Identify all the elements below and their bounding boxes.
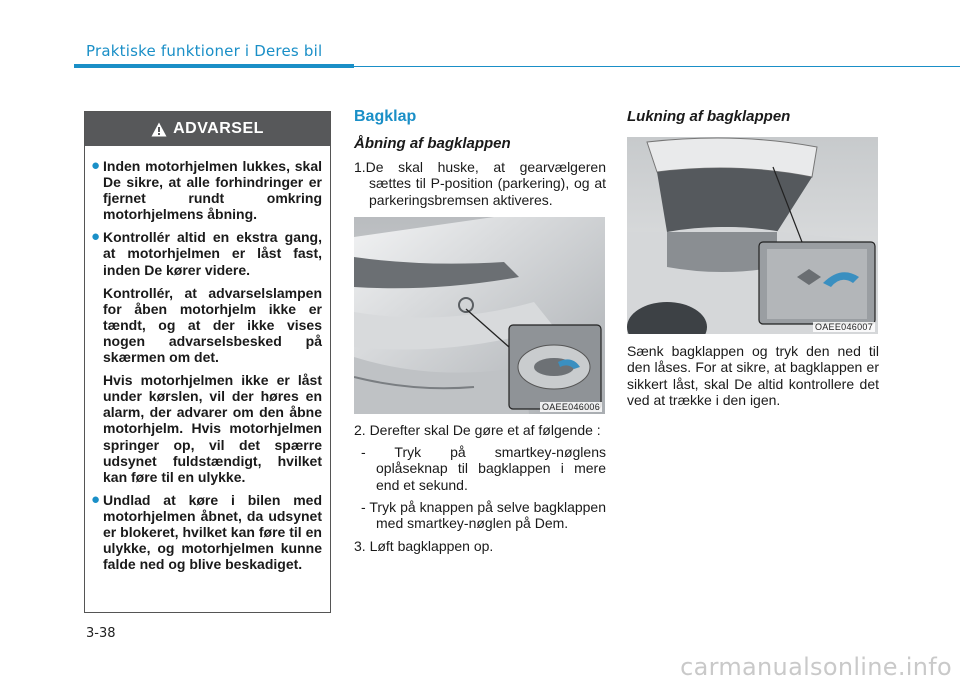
page-number: 3-38 <box>86 626 116 641</box>
warning-item <box>91 228 322 278</box>
opening-title: Åbning af bagklappen <box>354 135 511 152</box>
step-2: 2. Derefter skal De gøre et af følgende : <box>354 421 601 438</box>
step-1: 1.De skal huske, at gearvælgeren sættes til P-position (parkering), og at parkeringsbremsen aktiveres. <box>354 159 606 208</box>
bullet-icon: ● <box>91 228 101 246</box>
tailgate-button-image <box>354 217 605 414</box>
warning-sub-paragraph: Kontrollér, at advarselslampen for åben motorhjelm ikke er tændt, og at der ikke vises nogen advarselsbesked på skærmen om det. <box>103 284 322 366</box>
section-header-title: Praktiske funktioner i Deres bil <box>86 42 323 60</box>
section-title: Bagklap <box>354 108 417 125</box>
closing-text: Sænk bagklappen og tryk den ned til den låses. For at sikre, at bagklappen er sikkert låst, skal De altid kontrollere det ved at trække i den igen. <box>627 343 879 408</box>
option-tailgate-button: - Tryk på knappen på selve bagklappen med smartkey-nøglen på Dem. <box>361 499 606 532</box>
tailgate-opening-column <box>354 108 606 560</box>
closing-title: Lukning af bagklappen <box>627 108 791 125</box>
bullet-icon: ● <box>91 490 101 508</box>
warning-body <box>85 146 330 572</box>
bullet-icon: ● <box>91 157 101 174</box>
warning-header <box>85 112 330 146</box>
warning-item-text: Inden motorhjelmen lukkes, skal De sikre, at alle forhindringer er fjernet rundt omkring motorhjelmens åbning. <box>103 158 322 223</box>
warning-label: ADVARSEL <box>173 120 264 137</box>
image-caption: OAEE046006 <box>541 401 600 412</box>
watermark: carmanualsonline.info <box>680 653 952 681</box>
image-caption: OAEE046007 <box>814 322 873 332</box>
warning-sub-paragraph: Hvis motorhjelmen ikke er låst under kørslen, vil der høres en alarm, der advarer om den åbne motorhjelm. Hvis motorhjelmen springer op, vil det spærre udsynet fuldstændigt, hvilket kan føre til en ulykke. <box>103 372 322 485</box>
warning-item-text: Undlad at køre i bilen med motorhjelmen åbnet, da udsynet er blokeret, hvilket kan føre til en ulykke, og motorhjelmen kunne falde ned og blive beskadiget. <box>103 491 322 573</box>
step-3: 3. Løft bagklappen op. <box>354 537 494 554</box>
header-rule <box>354 66 960 67</box>
tailgate-closing-column <box>627 108 879 408</box>
tailgate-closing-image <box>627 137 878 334</box>
header-accent-bar <box>74 64 354 68</box>
warning-item-text: Kontrollér altid en ekstra gang, at motorhjelmen er låst fast, inden De kører videre. <box>103 229 322 278</box>
warning-box <box>84 111 331 613</box>
warning-item <box>91 490 322 573</box>
warning-item <box>91 157 322 223</box>
warning-triangle-icon <box>151 122 167 137</box>
option-smartkey-button: - Tryk på smartkey-nøglens oplåseknap til bagklappen i mere end et sekund. <box>361 444 606 493</box>
